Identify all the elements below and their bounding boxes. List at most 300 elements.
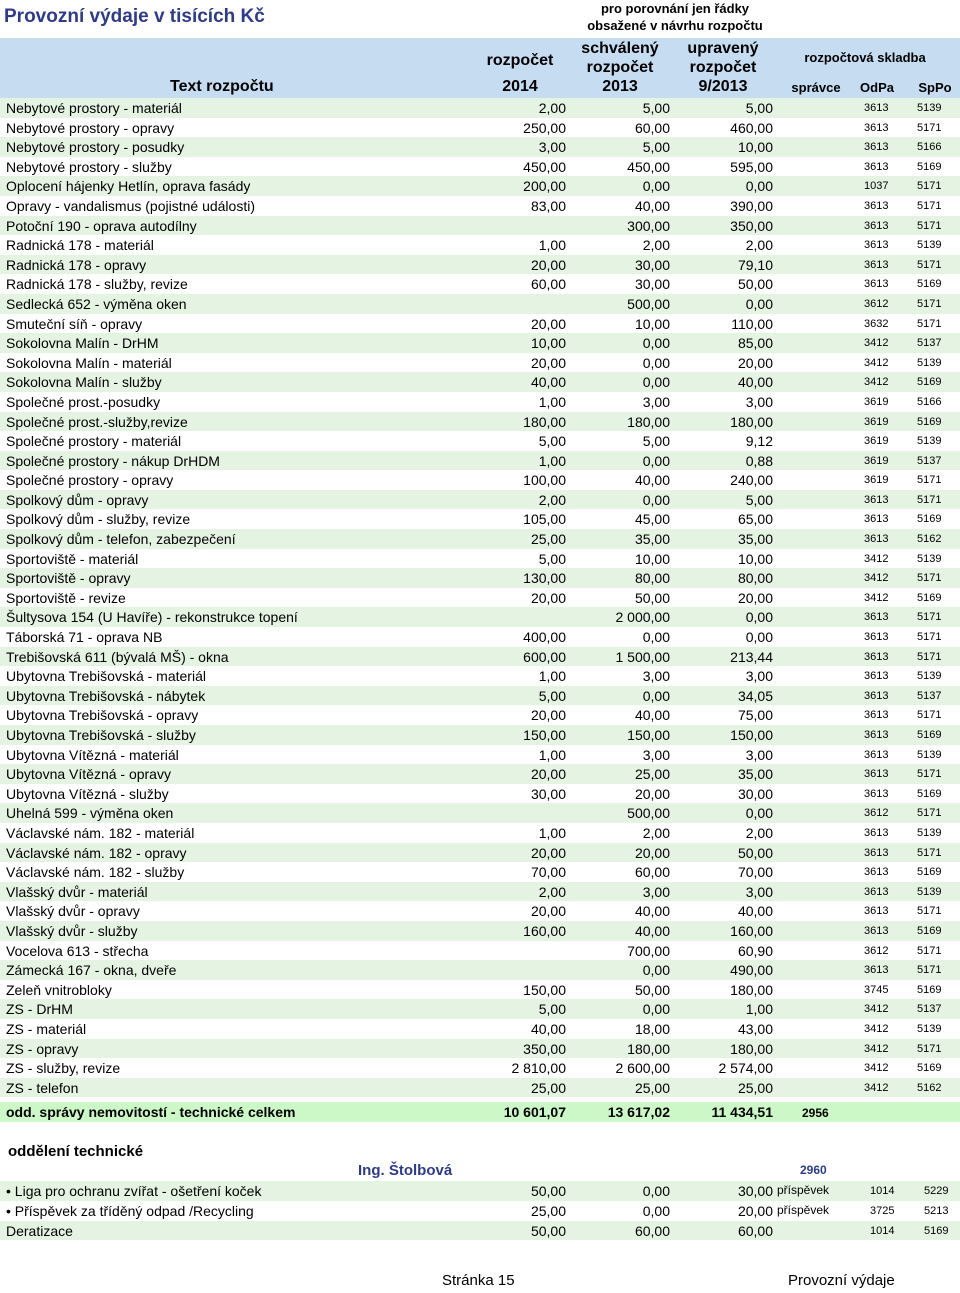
row-approved-2013: 60,00	[634, 864, 670, 881]
row-adjusted-2013: 5,00	[745, 100, 773, 116]
row-approved-2013: 5,00	[642, 139, 670, 156]
row-text: Spolkový dům - opravy	[6, 491, 149, 508]
row-text: Sokolovna Malín - materiál	[6, 354, 172, 371]
row-sppo: 5171	[917, 846, 942, 859]
table-row	[0, 196, 960, 216]
row-adjusted-2013: 2,00	[745, 824, 773, 841]
row-approved-2013: 0,00	[642, 687, 670, 704]
row-approved-2013: 40,00	[634, 707, 670, 724]
row-sppo: 5169	[917, 513, 942, 526]
row-adjusted-2013: 20,00	[737, 589, 773, 606]
row-odpa: 3412	[864, 376, 889, 389]
row-odpa: 3725	[870, 1204, 895, 1217]
row-approved-2013: 0,00	[642, 354, 670, 371]
row-text: ZS - služby, revize	[6, 1060, 121, 1077]
table-row	[0, 235, 960, 255]
row-budget-2014: 40,00	[530, 1020, 566, 1037]
row-adjusted-2013: 2,00	[745, 237, 773, 254]
row-budget-2014: 2,00	[538, 883, 566, 900]
row-adjusted-2013: 350,00	[730, 217, 773, 234]
table-row	[0, 137, 960, 157]
row-approved-2013: 0,00	[642, 374, 670, 391]
row-adjusted-2013: 35,00	[737, 531, 773, 548]
row-odpa: 3613	[864, 905, 889, 918]
row-odpa: 3613	[864, 709, 889, 722]
row-budget-2014: 2 810,00	[511, 1060, 566, 1077]
row-adjusted-2013: 0,00	[745, 805, 773, 822]
row-budget-2014: 70,00	[530, 864, 566, 881]
row-odpa: 3612	[864, 807, 889, 820]
row-adjusted-2013: 43,00	[737, 1020, 773, 1037]
row-text: Václavské nám. 182 - služby	[6, 864, 185, 881]
row-approved-2013: 40,00	[634, 922, 670, 939]
row-adjusted-2013: 213,44	[730, 648, 773, 665]
row-sppo: 5171	[917, 317, 942, 330]
table-row	[0, 568, 960, 588]
row-sppo: 5137	[917, 454, 942, 467]
row-sppo: 5171	[917, 219, 942, 232]
row-sppo: 5169	[917, 160, 942, 173]
header-text: Text rozpočtu	[170, 78, 274, 95]
row-adjusted-2013: 490,00	[730, 962, 773, 979]
row-text: Vocelova 613 - střecha	[6, 942, 149, 959]
row-budget-2014: 100,00	[523, 472, 566, 489]
row-odpa: 3412	[864, 1003, 889, 1016]
row-odpa: 3613	[864, 199, 889, 212]
table-row	[0, 1039, 960, 1059]
row-sppo: 5171	[917, 121, 942, 134]
row-text: Vlašský dvůr - materiál	[6, 883, 148, 900]
row-sppo: 5169	[917, 983, 942, 996]
row-odpa: 3619	[864, 435, 889, 448]
row-budget-2014: 180,00	[523, 413, 566, 430]
total-row	[0, 1102, 960, 1122]
row-odpa: 3613	[864, 787, 889, 800]
header-col2-bottom: 2013	[602, 78, 638, 95]
table-row	[0, 314, 960, 334]
table-row	[0, 921, 960, 941]
row-approved-2013: 0,00	[642, 178, 670, 195]
row-budget-2014: 83,00	[530, 197, 566, 214]
row-text: Ubytovna Vítězná - materiál	[6, 746, 179, 763]
row-sppo: 5171	[917, 199, 942, 212]
row-sppo: 5137	[917, 337, 942, 350]
row-odpa: 3613	[864, 729, 889, 741]
row-odpa: 3412	[864, 1022, 889, 1035]
row-odpa: 3412	[864, 337, 889, 350]
row-adjusted-2013: 390,00	[730, 197, 773, 214]
row-odpa: 3412	[864, 572, 889, 585]
table-row	[0, 333, 960, 353]
row-text: Šultysova 154 (U Havíře) - rekonstrukce topení	[6, 609, 298, 626]
row-budget-2014: 2,00	[538, 491, 566, 508]
row-budget-2014: 20,00	[530, 315, 566, 332]
row-budget-2014: 1,00	[538, 452, 566, 469]
row-odpa: 3613	[864, 141, 889, 154]
page-title: Provozní výdaje v tisících Kč	[4, 6, 265, 27]
total-v1: 10 601,07	[503, 1104, 566, 1120]
row-adjusted-2013: 2 574,00	[718, 1060, 773, 1077]
row-adjusted-2013: 240,00	[730, 472, 773, 489]
row-budget-2014: 5,00	[538, 433, 566, 450]
row-adjusted-2013: 50,00	[737, 844, 773, 861]
row-budget-2014: 400,00	[523, 629, 566, 646]
row-sppo: 5229	[924, 1185, 949, 1197]
row-sppo: 5139	[917, 552, 942, 565]
row-odpa: 3613	[864, 866, 889, 879]
row-text: Vlašský dvůr - služby	[6, 922, 138, 939]
row-budget-2014: 10,00	[530, 335, 566, 352]
table-row	[0, 627, 960, 647]
row-sppo: 5171	[917, 1042, 942, 1055]
row-budget-2014: 20,00	[530, 589, 566, 606]
row-approved-2013: 3,00	[642, 883, 670, 900]
row-text: Radnická 178 - služby, revize	[6, 276, 188, 293]
table-row	[0, 451, 960, 471]
row-sppo: 5139	[917, 748, 942, 761]
row-adjusted-2013: 180,00	[730, 981, 773, 998]
row-approved-2013: 20,00	[634, 785, 670, 802]
table-row	[0, 843, 960, 863]
row-text: Nebytové prostory - materiál	[6, 100, 182, 116]
table-row	[0, 412, 960, 432]
row-approved-2013: 35,00	[634, 531, 670, 548]
table-row	[0, 118, 960, 138]
row-sppo: 5171	[917, 258, 942, 271]
row-budget-2014: 20,00	[530, 766, 566, 783]
row-odpa: 3412	[864, 1042, 889, 1055]
row-sppo: 5169	[917, 278, 942, 291]
row-odpa: 3613	[864, 278, 889, 291]
row-odpa: 3412	[864, 1081, 889, 1094]
row-adjusted-2013: 10,00	[737, 550, 773, 567]
row-odpa: 3613	[864, 102, 889, 114]
row-approved-2013: 50,00	[634, 981, 670, 998]
row-sppo: 5171	[917, 611, 942, 624]
row-odpa: 3613	[864, 768, 889, 781]
table-row	[0, 490, 960, 510]
row-approved-2013: 25,00	[634, 1079, 670, 1096]
row-adjusted-2013: 40,00	[737, 374, 773, 391]
row-text: Nebytové prostory - posudky	[6, 139, 185, 156]
row-text: Ubytovna Trebišovská - nábytek	[6, 687, 206, 704]
row-odpa: 3612	[864, 297, 889, 310]
row-adjusted-2013: 0,00	[745, 295, 773, 312]
row-budget-2014: 450,00	[523, 158, 566, 175]
row-sppo: 5139	[917, 239, 942, 252]
row-text: Ubytovna Trebišovská - služby	[6, 727, 196, 743]
row-budget-2014: 250,00	[523, 119, 566, 136]
table-row	[0, 353, 960, 373]
table-row	[0, 901, 960, 921]
table-row	[0, 980, 960, 1000]
row-budget-2014: 20,00	[530, 354, 566, 371]
row-text: Společné prostory - materiál	[6, 433, 182, 450]
table-row	[0, 1058, 960, 1078]
header-skladba: rozpočtová skladba	[804, 50, 926, 65]
row-text: Sedlecká 652 - výměna oken	[6, 295, 187, 312]
row-odpa: 3613	[864, 826, 889, 839]
row-sppo: 5171	[917, 493, 942, 506]
row-text: Ubytovna Vítězná - opravy	[6, 766, 171, 783]
table-row	[0, 686, 960, 706]
row-text: Sokolovna Malín - DrHM	[6, 335, 159, 352]
row-sppo: 5169	[917, 1062, 942, 1075]
row-odpa: 3613	[864, 219, 889, 232]
row-text: Nebytové prostory - služby	[6, 158, 172, 175]
row-approved-2013: 180,00	[627, 413, 670, 430]
row-budget-2014: 25,00	[530, 1202, 566, 1219]
header-col1-bottom: 2014	[502, 78, 538, 95]
row-adjusted-2013: 110,00	[731, 315, 773, 332]
row-odpa: 3619	[864, 454, 889, 467]
row-odpa: 3613	[864, 239, 889, 252]
row-budget-2014: 60,00	[530, 276, 566, 293]
row-odpa: 3412	[864, 552, 889, 565]
row-budget-2014: 150,00	[523, 981, 566, 998]
row-sppo: 5162	[917, 533, 942, 546]
table-row	[0, 784, 960, 804]
table-row	[0, 725, 960, 745]
row-odpa: 3632	[864, 317, 889, 330]
row-adjusted-2013: 1,00	[745, 1001, 773, 1018]
row-approved-2013: 700,00	[627, 942, 670, 959]
row-budget-2014: 40,00	[530, 374, 566, 391]
row-odpa: 3613	[864, 611, 889, 624]
row-odpa: 3613	[864, 748, 889, 761]
section-person: Ing. Štolbová	[358, 1162, 453, 1179]
row-odpa: 3613	[864, 670, 889, 683]
row-adjusted-2013: 50,00	[737, 276, 773, 293]
row-sppo: 5166	[917, 395, 942, 408]
row-approved-2013: 0,00	[642, 335, 670, 352]
row-odpa: 3412	[864, 591, 889, 604]
table-row	[0, 216, 960, 236]
table-row	[0, 764, 960, 784]
header-spravce: správce	[791, 80, 841, 95]
row-text: Radnická 178 - opravy	[6, 256, 147, 273]
row-sppo: 5171	[917, 297, 942, 310]
table-row	[0, 98, 960, 118]
header-col3-mid: rozpočet	[689, 59, 757, 76]
row-odpa: 3613	[864, 964, 889, 977]
section-heading: oddělení technické	[8, 1143, 144, 1160]
row-approved-2013: 1 500,00	[615, 648, 670, 665]
table-row	[0, 647, 960, 667]
table-row	[0, 588, 960, 608]
row-budget-2014: 5,00	[538, 550, 566, 567]
row-approved-2013: 0,00	[642, 452, 670, 469]
table-row	[0, 882, 960, 902]
row-text: Ubytovna Trebišovská - materiál	[6, 668, 206, 685]
row-adjusted-2013: 30,00	[737, 785, 773, 802]
row-text: Sportoviště - materiál	[6, 550, 139, 567]
table-row	[0, 1078, 960, 1098]
row-approved-2013: 2,00	[642, 237, 670, 254]
row-approved-2013: 3,00	[642, 393, 670, 410]
comparison-note	[560, 0, 790, 34]
row-sppo: 5169	[917, 787, 942, 800]
row-approved-2013: 18,00	[634, 1020, 670, 1037]
row-budget-2014: 105,00	[523, 511, 566, 528]
table-row	[0, 862, 960, 882]
row-approved-2013: 2,00	[642, 824, 670, 841]
row-sppo: 5137	[917, 689, 942, 702]
row-approved-2013: 5,00	[642, 433, 670, 450]
total-v2: 13 617,02	[607, 1104, 670, 1120]
row-sppo: 5171	[917, 631, 942, 644]
header-col3-bottom: 9/2013	[698, 78, 748, 95]
row-budget-2014: 1,00	[538, 668, 566, 685]
row-approved-2013: 0,00	[642, 1001, 670, 1018]
table-header	[0, 38, 960, 98]
table-row	[0, 666, 960, 686]
row-sppo: 5169	[917, 376, 942, 389]
row-adjusted-2013: 60,90	[737, 942, 773, 959]
row-text: Společné prost.-služby,revize	[6, 413, 188, 430]
row-text: Ubytovna Vítězná - služby	[6, 785, 169, 802]
table-row	[0, 294, 960, 314]
row-odpa: 3613	[864, 689, 889, 702]
row-approved-2013: 30,00	[634, 276, 670, 293]
row-approved-2013: 300,00	[627, 217, 670, 234]
row-sppo: 5139	[917, 1022, 942, 1035]
row-approved-2013: 20,00	[634, 844, 670, 861]
row-text: Sportoviště - revize	[6, 589, 126, 606]
table-row	[0, 274, 960, 294]
row-sppo: 5169	[917, 591, 942, 604]
row-odpa: 1014	[870, 1185, 895, 1197]
row-odpa: 3613	[864, 650, 889, 663]
row-odpa: 3613	[864, 631, 889, 644]
row-text: Václavské nám. 182 - opravy	[6, 844, 187, 861]
row-sppo: 5166	[917, 141, 942, 154]
row-text: ZS - opravy	[6, 1040, 79, 1057]
budget-table-body	[0, 98, 960, 1097]
row-odpa: 3613	[864, 513, 889, 526]
table-row	[0, 509, 960, 529]
row-sppo: 5137	[917, 1003, 942, 1016]
row-text: Zámecká 167 - okna, dveře	[6, 962, 177, 979]
row-budget-2014: 1,00	[538, 237, 566, 254]
table-row	[0, 999, 960, 1019]
row-approved-2013: 0,00	[642, 491, 670, 508]
row-odpa: 3613	[864, 493, 889, 506]
row-adjusted-2013: 80,00	[737, 570, 773, 587]
row-odpa: 3612	[864, 944, 889, 957]
row-text: Nebytové prostory - opravy	[6, 119, 175, 136]
row-sppo: 5139	[917, 885, 942, 898]
row-odpa: 3745	[864, 983, 889, 996]
row-approved-2013: 2 000,00	[615, 609, 670, 626]
row-approved-2013: 0,00	[642, 629, 670, 646]
row-approved-2013: 3,00	[642, 668, 670, 685]
row-adjusted-2013: 9,12	[745, 433, 773, 450]
table-row	[0, 176, 960, 196]
row-adjusted-2013: 460,00	[730, 119, 773, 136]
table-row	[0, 1019, 960, 1039]
row-adjusted-2013: 3,00	[745, 393, 773, 410]
table-row	[0, 803, 960, 823]
row-text: Potoční 190 - oprava autodílny	[6, 217, 197, 234]
row-adjusted-2013: 30,00	[737, 1183, 773, 1199]
row-adjusted-2013: 60,00	[737, 1222, 773, 1239]
row-sppo: 5171	[917, 650, 942, 663]
row-text: Radnická 178 - materiál	[6, 237, 154, 254]
table-row	[0, 1181, 960, 1201]
row-budget-2014: 30,00	[530, 785, 566, 802]
header-col2-mid: rozpočet	[586, 59, 654, 76]
row-adjusted-2013: 70,00	[737, 864, 773, 881]
table-row	[0, 1221, 960, 1241]
table-row	[0, 372, 960, 392]
row-budget-2014: 1,00	[538, 746, 566, 763]
row-adjusted-2013: 3,00	[745, 746, 773, 763]
table-row	[0, 705, 960, 725]
row-budget-2014: 2,00	[538, 100, 566, 116]
row-sppo: 5171	[917, 572, 942, 585]
total-label: odd. správy nemovitostí - technické celkem	[6, 1104, 296, 1120]
table-row	[0, 255, 960, 275]
row-approved-2013: 150,00	[627, 727, 670, 743]
header-col1-top: rozpočet	[486, 52, 554, 69]
row-approved-2013: 60,00	[634, 119, 670, 136]
row-adjusted-2013: 150,00	[730, 727, 773, 743]
table-row	[0, 960, 960, 980]
row-text: Oplocení hájenky Hetlín, oprava fasády	[6, 178, 251, 195]
table-row	[0, 392, 960, 412]
row-sppo: 5171	[917, 768, 942, 781]
row-sppo: 5139	[917, 435, 942, 448]
row-adjusted-2013: 3,00	[745, 883, 773, 900]
section-code: 2960	[800, 1163, 827, 1177]
row-odpa: 3613	[864, 885, 889, 898]
row-text: Sokolovna Malín - služby	[6, 374, 162, 391]
row-approved-2013: 2 600,00	[615, 1060, 670, 1077]
row-sppo: 5171	[917, 180, 942, 193]
row-budget-2014: 150,00	[523, 727, 566, 743]
row-sppo: 5139	[917, 826, 942, 839]
row-adjusted-2013: 0,88	[745, 452, 773, 469]
row-approved-2013: 3,00	[642, 746, 670, 763]
row-budget-2014: 50,00	[530, 1222, 566, 1239]
row-odpa: 3619	[864, 474, 889, 487]
row-text: Uhelná 599 - výměna oken	[6, 805, 174, 822]
row-sppo: 5213	[924, 1204, 949, 1217]
row-adjusted-2013: 35,00	[737, 766, 773, 783]
row-odpa: 3619	[864, 415, 889, 428]
row-sppo: 5169	[917, 866, 942, 879]
row-approved-2013: 10,00	[634, 315, 670, 332]
row-approved-2013: 25,00	[634, 766, 670, 783]
row-sppo: 5171	[917, 807, 942, 820]
row-text: ZS - telefon	[6, 1079, 79, 1096]
row-adjusted-2013: 180,00	[730, 1040, 773, 1057]
row-text: • Liga pro ochranu zvířat - ošetření koček	[6, 1183, 262, 1199]
row-adjusted-2013: 0,00	[745, 629, 773, 646]
row-budget-2014: 20,00	[530, 844, 566, 861]
note-line-1: pro porovnání jen řádky	[600, 1, 750, 16]
row-sppo: 5171	[917, 474, 942, 487]
table-row	[0, 607, 960, 627]
row-approved-2013: 0,00	[642, 962, 670, 979]
row-adjusted-2013: 0,00	[745, 609, 773, 626]
row-sppo: 5171	[917, 709, 942, 722]
row-adjusted-2013: 3,00	[745, 668, 773, 685]
total-code: 2956	[802, 1106, 829, 1120]
row-text: Zeleň vnitrobloky	[6, 981, 112, 998]
row-sppo: 5169	[917, 729, 942, 741]
